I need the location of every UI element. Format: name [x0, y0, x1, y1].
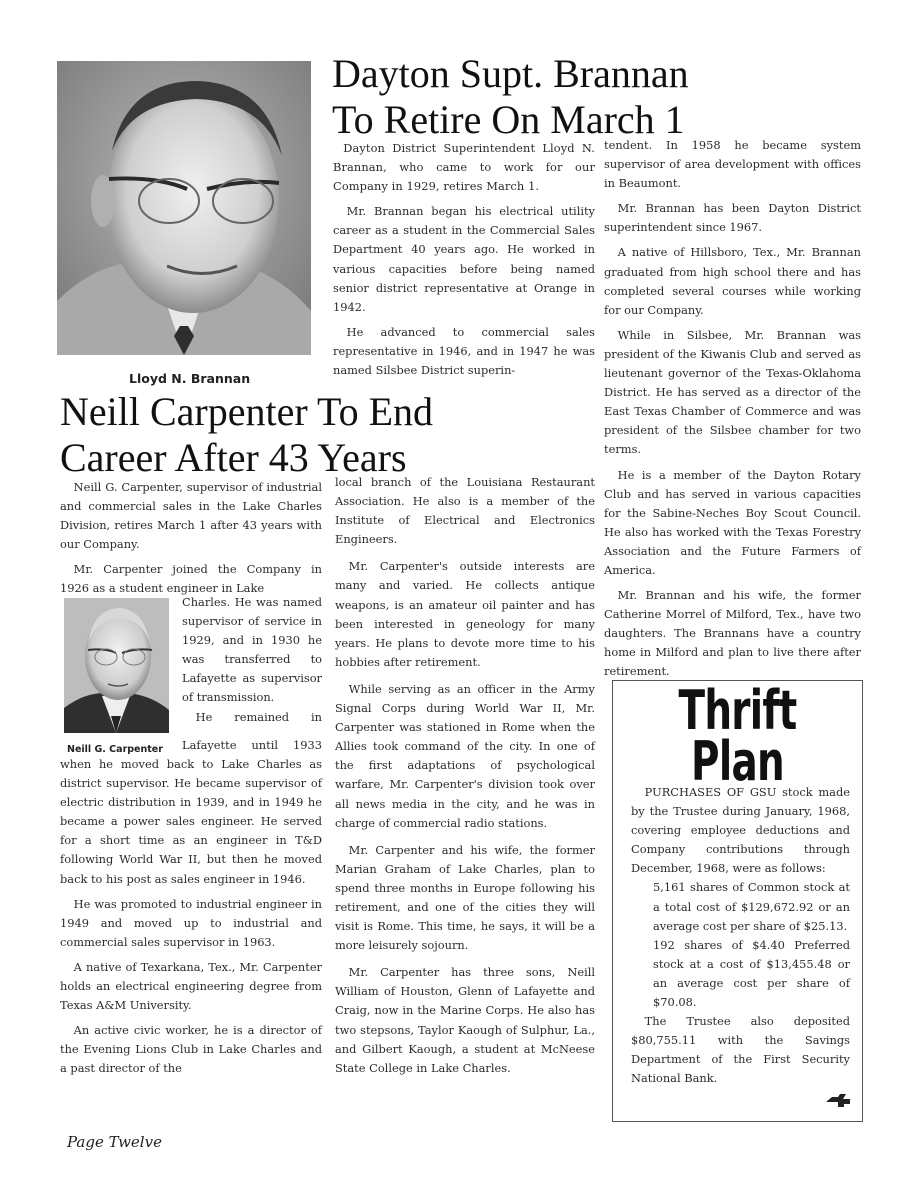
paragraph: Mr. Carpenter joined the Company in 1926 as a student engineer in Lake — [60, 562, 322, 596]
thrift-title-line1: Thrift — [678, 679, 797, 742]
paragraph: Mr. Carpenter has three sons, Neill William of Houston, Glenn of Lafayette and Craig, now in the Marine Corps. He also has two stepsons, Taylor Kaough of Sulphur, La., and Gilbert Kaough, a student at McNeese State College in Lake Charles. — [335, 965, 595, 1075]
thrift-title-line2: Plan — [691, 730, 784, 794]
paragraph: Lafayette until 1933 — [182, 738, 322, 752]
brannan-photo-caption: Lloyd N. Brannan — [129, 371, 251, 386]
paragraph: While serving as an officer in the Army Signal Corps during World War II, Mr. Carpenter was stationed in Rome when the Allies took command of the city. In one of the first adaptations of psychological warfare, Mr. Carpenter's division took over all news media in the city, and he was in charge of commercial radio stations. — [335, 681, 595, 830]
carpenter-column-2 — [335, 473, 595, 1084]
paragraph: An active civic worker, he is a director of the Evening Lions Club in Lake Charles and a past director of the — [60, 1023, 322, 1076]
paragraph: Mr. Brannan has been Dayton District superintendent since 1967. — [604, 201, 861, 235]
paragraph: He remained in — [195, 709, 322, 724]
carpenter-photo-caption: Neill G. Carpenter — [67, 744, 163, 755]
thrift-plan-text — [613, 783, 862, 1089]
company-logo-icon — [826, 1092, 850, 1111]
paragraph: when he moved back to Lake Charles as district supervisor. He became supervisor of electric distribution in 1939, and in 1949 he became a power sales engineer. He served for a short time as an engineer in T&D following World War II, but then he moved back to his post as sales engineer in 1946. — [60, 757, 322, 886]
carpenter-caption-line — [182, 736, 322, 755]
paragraph: Mr. Carpenter's outside interests are many and varied. He collects antique weapons, is an amateur oil painter and has been interested in geneology for many years. He plans to devote more time to his hobbies after retirement. — [335, 559, 595, 669]
paragraph: A native of Hillsboro, Tex., Mr. Brannan graduated from high school there and has completed several courses while working for our Company. — [604, 245, 861, 317]
thrift-item-preferred: 192 shares of $4.40 Preferred stock at a cost of $13,455.48 or an average cost per share of $70.08. — [653, 937, 850, 1010]
carpenter-headline-line2: Career After 43 Years — [60, 435, 407, 480]
brannan-photo — [57, 61, 311, 355]
paragraph: He advanced to commercial sales representative in 1946, and in 1947 he was named Silsbee District superin- — [333, 324, 595, 378]
paragraph: local branch of the Louisiana Restaurant Association. He also is a member of the Institute of Electrical and Electronics Engineers. — [335, 475, 595, 547]
paragraph: He was promoted to industrial engineer in 1949 and moved up to industrial and commercial sales supervisor in 1963. — [60, 896, 322, 949]
paragraph: Mr. Brannan began his electrical utility career as a student in the Commercial Sales Department 40 years ago. He worked in various capacities before being named senior district representative at Orange in 1942. — [333, 204, 595, 314]
portrait-carpenter-icon — [64, 598, 169, 733]
portrait-brannan-icon — [57, 61, 311, 355]
paragraph: Mr. Brannan and his wife, the former Catherine Morrel of Milford, Tex., have two daughters. The Brannans have a country home in Milford and plan to live there after retirement. — [604, 588, 861, 679]
paragraph: tendent. In 1958 he became system supervisor of area development with offices in Beaumont. — [604, 138, 861, 191]
paragraph: A native of Texarkana, Tex., Mr. Carpenter holds an electrical engineering degree from Texas A&M University. — [60, 959, 322, 1013]
paragraph: While in Silsbee, Mr. Brannan was president of the Kiwanis Club and served as lieutenant governor of the Texas-Oklahoma District. He has served as a director of the East Texas Chamber of Commerce and was president of the Silsbee chamber for two terms. — [604, 327, 861, 457]
paragraph: He is a member of the Dayton Rotary Club and has served in various capacities for the Sabine-Neches Boy Scout Council. He also has worked with the Texas Forestry Association and the Future Farmers of America. — [604, 467, 861, 577]
paragraph: Neill G. Carpenter, supervisor of industrial and commercial sales in the Lake Charles Division, retires March 1 after 43 years with our Company. — [60, 480, 322, 552]
paragraph: Charles. He was named supervisor of service in 1929, and in 1930 he was transferred to Lafayette as supervisor of transmission. — [182, 595, 322, 705]
thrift-plan-box — [612, 680, 863, 1122]
paragraph: The Trustee also deposited $80,755.11 with the Savings Department of the First Security National Bank. — [631, 1014, 850, 1086]
thrift-plan-title — [648, 679, 827, 794]
brannan-column-1 — [333, 139, 595, 380]
brannan-column-2 — [604, 136, 861, 688]
thrift-item-common: 5,161 shares of Common stock at a total cost of $129,672.92 or an average cost per share of $25.13. — [653, 880, 850, 933]
carpenter-headline-line1: Neill Carpenter To End — [60, 389, 434, 434]
carpenter-photo — [64, 598, 169, 733]
carpenter-column-1-top — [60, 478, 322, 599]
paragraph: Mr. Carpenter and his wife, the former Marian Graham of Lake Charles, plan to spend three months in Europe following his retirement, and one of the cities they will visit is Rome. This time, he says, it will be a more leisurely sojourn. — [335, 842, 595, 953]
carpenter-column-1-wrap — [182, 593, 322, 727]
carpenter-column-1-bottom — [60, 755, 322, 1079]
page-number-label: Page Twelve — [67, 1133, 162, 1151]
paragraph: Dayton District Superintendent Lloyd N. Brannan, who came to work for our Company in 1929, retires March 1. — [333, 141, 595, 194]
brannan-headline-line1: Dayton Supt. Brannan — [332, 51, 689, 96]
paragraph: PURCHASES OF GSU stock made by the Trustee during January, 1968, covering employee deductions and Company contributions through December, 1968, were as follows: — [631, 785, 850, 876]
brannan-headline-line2: To Retire On March 1 — [332, 97, 685, 142]
